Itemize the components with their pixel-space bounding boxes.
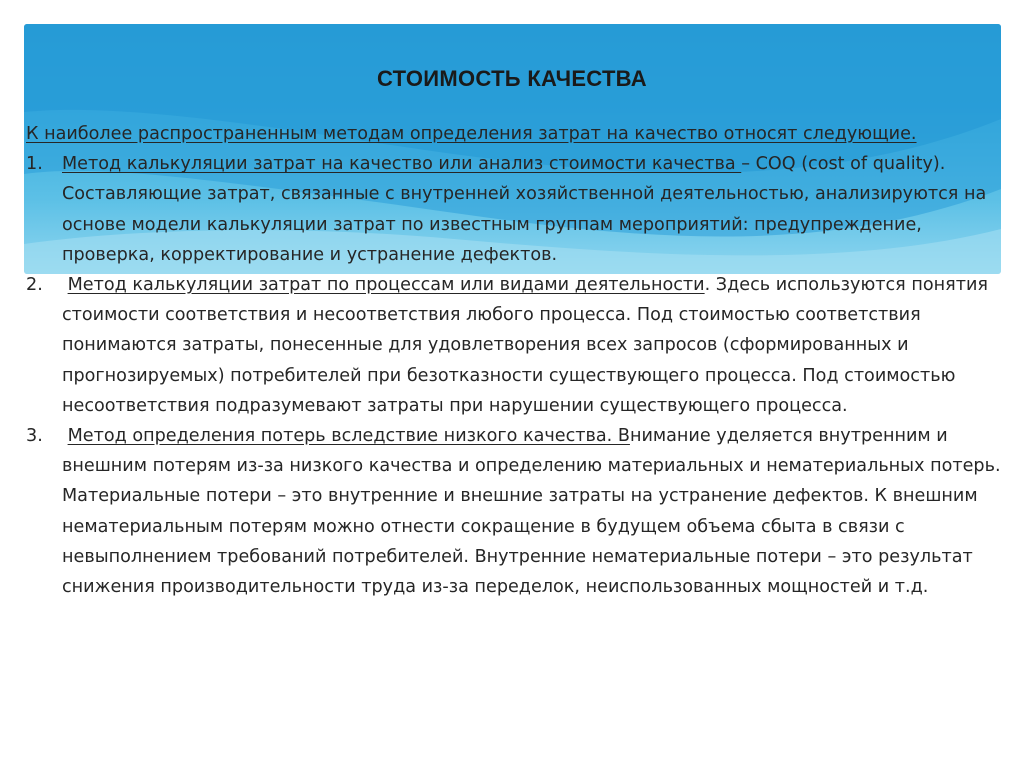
item-number: 3. bbox=[26, 426, 43, 447]
item-number: 1. bbox=[26, 154, 43, 175]
item-heading: Метод определения потерь вследствие низкого качества. В bbox=[67, 426, 630, 447]
item-text: нимание уделяется внутренним и внешним потерям из-за низкого качества и определению материальных и нематериальных потерь. Материальные потери – это внутренние и внешние затраты на устранение дефектов. К внешним нематериальным потерям можно отнести сокращение в будущем объема сбыта в связи с невыполнением требований потребителей. Внутренние нематериальные потери – это результат снижения производительности труда из-за переделок, неиспользованных мощностей и т.д. bbox=[62, 426, 1001, 598]
slide-body bbox=[26, 119, 1002, 602]
item-number: 2. bbox=[26, 275, 43, 296]
list-item-2 bbox=[26, 270, 1002, 421]
item-text: – COQ (cost of quality). Составляющие затрат, связанные с внутренней хозяйственной деятельностью, анализируются на основе модели калькуляции затрат по известным группам мероприятий: предупреждение, проверка, корректирование и устранение дефектов. bbox=[62, 154, 987, 265]
list-item-1 bbox=[26, 149, 1002, 270]
item-text: . Здесь используются понятия стоимости соответствия и несоответствия любого процесса. Под стоимостью соответствия понимаются затраты, понесенные для удовлетворения всех запросов (сформированных и прогнозируемых) потребителей при безотказности существующего процесса. Под стоимостью несоответствия подразумевают затраты при нарушении существующего процесса. bbox=[62, 275, 988, 416]
list-item-3 bbox=[26, 421, 1002, 602]
item-heading: Метод калькуляции затрат на качество или анализ стоимости качества bbox=[62, 154, 742, 175]
methods-list bbox=[26, 149, 1002, 602]
intro-text: К наиболее распространенным методам определения затрат на качество относят следующие. bbox=[26, 124, 917, 144]
slide-title: СТОИМОСТЬ КАЧЕСТВА bbox=[377, 66, 647, 91]
item-heading: Метод калькуляции затрат по процессам или видами деятельности bbox=[67, 275, 705, 296]
